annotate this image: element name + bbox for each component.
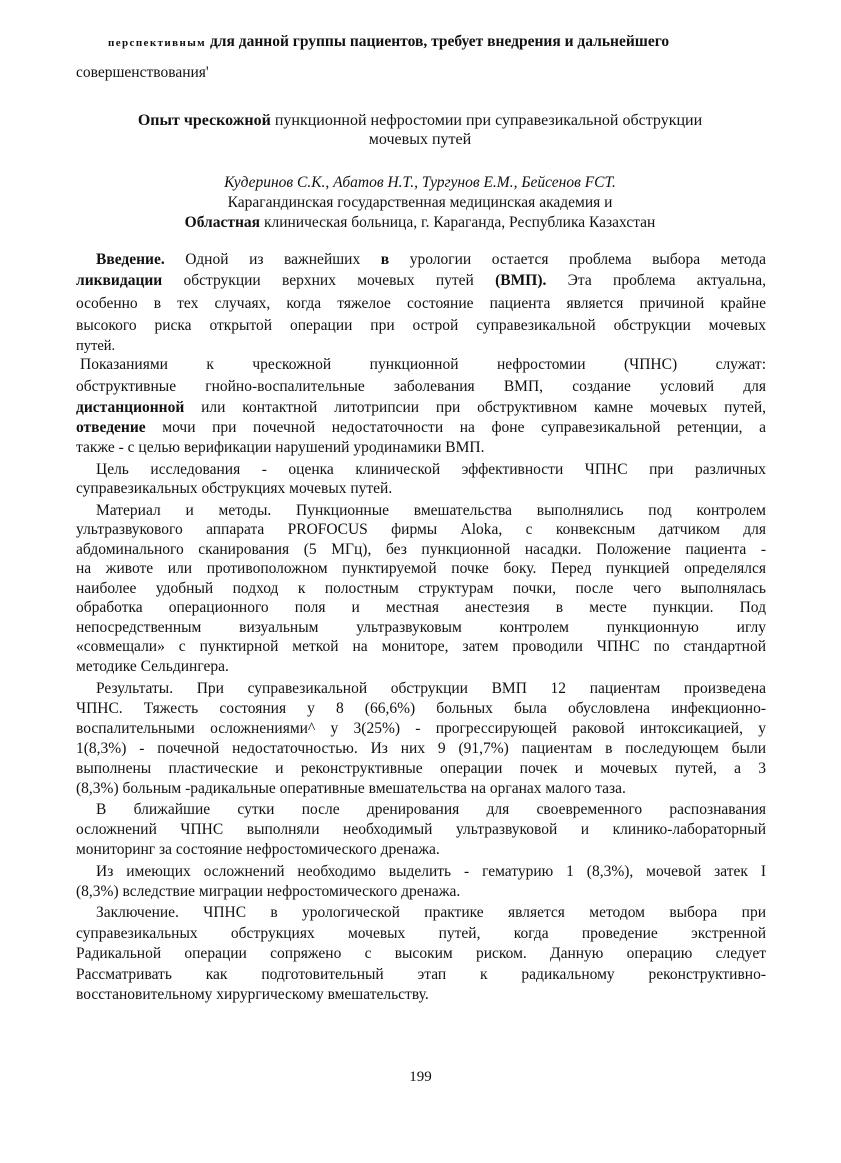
text-span: обструкции верхних мочевых путей — [162, 272, 496, 289]
intro-paragraph-line-2 — [76, 271, 766, 290]
intro-line-1-small-bold: перспективным — [108, 37, 207, 49]
methods-line-2: ультразвукового аппарата PROFOCUS фирмы Aloka, с конвексным датчиком для — [76, 521, 766, 538]
text-span: или контактной литотрипсии при обструктивном камне мочевых путей, — [184, 399, 766, 416]
indications-line-1: Показаниями к чрескожной пункционной нефростомии (ЧПНС) служат: — [80, 356, 766, 373]
intro-line-1 — [108, 32, 766, 53]
results-line-4: 1(8,3%) - почечной недостаточностью. Из них 9 (91,7%) пациентам в последующем были — [76, 740, 766, 757]
methods-line-3: абдоминального сканирования (5 МГц), без пункционной насадки. Положение пациента - — [76, 541, 766, 558]
indications-line-4 — [76, 418, 766, 437]
intro-line-2: совершенствования' — [76, 64, 209, 81]
methods-line-8: «совмещали» с пунктирной меткой на мониторе, затем проводили ЧПНС по стандартной — [76, 638, 766, 655]
intro-paragraph-line-5: путей. — [76, 338, 116, 354]
results-line-5: выполнены пластические и реконструктивные операции почек и мочевых путей, а 3 — [76, 760, 766, 777]
results-line-2: ЧПНС. Тяжесть состояния у 8 (66,6%) больных была обусловлена инфекционно- — [76, 700, 766, 717]
title-bold-part: Опыт чрескожной — [137, 112, 271, 129]
methods-line-1: Материал и методы. Пункционные вмешательства выполнялись под контролем — [96, 502, 766, 519]
page-number: 199 — [409, 1069, 432, 1085]
conclusion-line-1: Заключение. ЧПНС в урологической практике является методом выбора при — [96, 904, 766, 921]
text-span: Одной из важнейших — [164, 251, 381, 268]
affiliation-rest: клиническая больница, г. Караганда, Республика Казахстан — [260, 214, 656, 231]
monitoring-line-2: осложнений ЧПНС выполняли необходимый ультразвуковой и клинико-лабораторный — [76, 821, 766, 838]
methods-line-9: методике Сельдингера. — [76, 658, 229, 675]
results-line-1: Результаты. При суправезикальной обструкции ВМП 12 пациентам произведена — [96, 680, 766, 697]
text-span-bold: дистанционной — [76, 399, 185, 416]
article-title-line-2: мочевых путей — [368, 131, 472, 148]
intro-paragraph-line-3: особенно в тех случаях, когда тяжелое состояние пациента является причиной крайне — [76, 295, 766, 312]
text-span: урологии остается проблема выбора метода — [389, 251, 766, 268]
intro-paragraph-line-4: высокого риска открытой операции при острой суправезикальной обструкции мочевых — [76, 317, 766, 334]
text-span: мочи при почечной недостаточности на фоне суправезикальной ретенции, а — [145, 419, 766, 436]
text-span-bold: в — [380, 251, 390, 268]
methods-line-4: на животе или противоположном пунктируемой почке боку. Перед пункцией определялся — [76, 560, 766, 577]
affiliation-line-1: Карагандинская государственная медицинская академия и — [227, 194, 613, 211]
aim-line-2: суправезикальных обструкциях мочевых путей. — [76, 480, 393, 497]
indications-line-2: обструктивные гнойно-воспалительные заболевания ВМП, создание условий для — [76, 378, 766, 395]
conclusion-line-5: восстановительному хирургическому вмешательству. — [76, 986, 429, 1003]
text-span-bold: (ВМП). — [495, 272, 547, 289]
intro-paragraph-line-1 — [96, 250, 766, 269]
methods-line-7: непосредственным визуальным ультразвуковым контролем пункционную иглу — [76, 619, 766, 636]
article-title-line-1 — [60, 111, 780, 130]
indications-line-5: также - с целью верификации нарушений уродинамики ВМП. — [76, 439, 485, 456]
title-rest: пункционной нефростомии при суправезикальной обструкции — [270, 112, 703, 129]
text-span-bold: отведение — [76, 419, 146, 436]
methods-line-6: обработка операционного поля и местная анестезия в месте пункции. Под — [76, 599, 766, 616]
conclusion-line-4: Рассматривать как подготовительный этап к радикальному реконструктивно- — [76, 966, 766, 983]
indications-line-3 — [76, 398, 766, 417]
affiliation-bold: Областная — [184, 214, 261, 231]
results-line-3: воспалительными осложнениями^ у 3(25%) - прогрессирующей раковой интоксикацией, у — [76, 720, 766, 737]
intro-heading: Введение. — [96, 251, 165, 268]
monitoring-line-1: В ближайшие сутки после дренирования для своевременного распознавания — [96, 801, 766, 818]
conclusion-line-2: суправезикальных обструкциях мочевых путей, когда проведение экстренной — [76, 925, 766, 942]
affiliation-line-2 — [60, 213, 780, 232]
authors: Кудеринов С.К., Абатов Н.Т., Тургунов Е.М., Бейсенов FCT. — [224, 174, 616, 191]
monitoring-line-3: мониторинг за состояние нефростомического дренажа. — [76, 841, 440, 858]
methods-line-5: наиболее удобный подход к полостным структурам почки, после чего выполнялась — [76, 580, 766, 597]
conclusion-line-3: Радикальной операции сопряжено с высоким риском. Данную операцию следует — [76, 945, 766, 962]
complications-line-1: Из имеющих осложнений необходимо выделить - гематурию 1 (8,3%), мочевой затек I — [96, 863, 766, 880]
results-line-6: (8,3%) больным -радикальные оперативные вмешательства на органах малого таза. — [76, 780, 626, 797]
aim-line-1: Цель исследования - оценка клинической эффективности ЧПНС при различных — [96, 461, 766, 478]
complications-line-2: (8,3%) вследствие миграции нефростомического дренажа. — [76, 883, 461, 900]
intro-line-1-rest: для данной группы пациентов, требует внедрения и дальнейшего — [206, 33, 670, 50]
text-span-bold: ликвидации — [76, 272, 163, 289]
text-span: Эта проблема актуальна, — [546, 272, 766, 289]
